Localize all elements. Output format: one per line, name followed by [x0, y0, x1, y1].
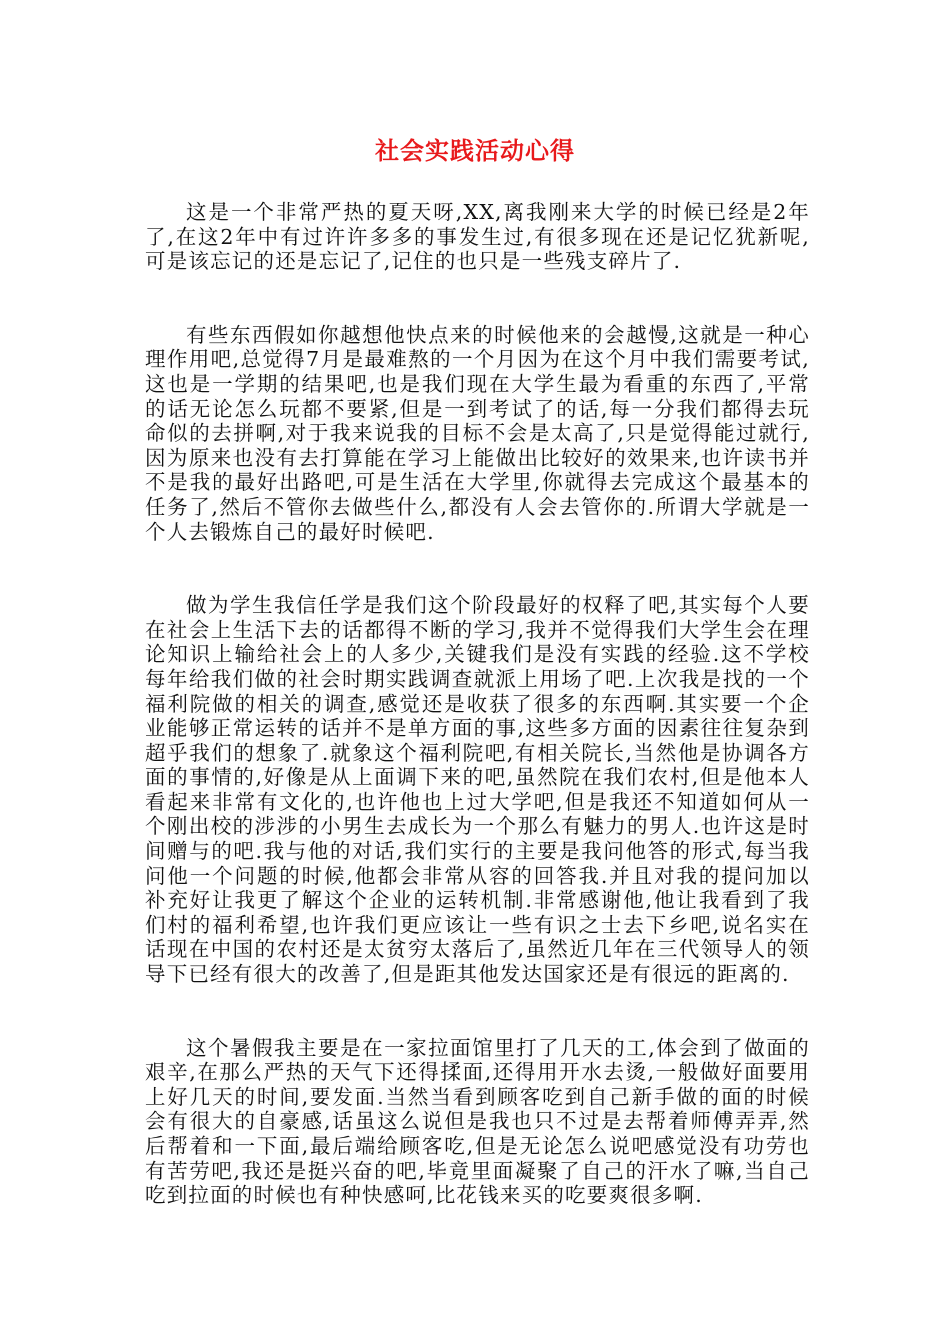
document-title: 社会实践活动心得: [375, 137, 575, 165]
paragraph: 这是一个非常严热的夏天呀,XX,离我刚来大学的时候已经是2年了,在这2年中有过许许多多的事发生过,有很多现在还是记忆犹新呢,可是该忘记的还是忘记了,记住的也只是一些残支碎片了.: [145, 200, 810, 274]
paragraph: 这个暑假我主要是在一家拉面馆里打了几天的工,体会到了做面的艰辛,在那么严热的天气下还得揉面,还得用开水去烫,一般做好面要用上好几天的时间,要发面.当然当看到顾客吃到自己新手做的面的时候会有很大的自豪感,话虽这么说但是我也只不过是去帮着师傅弄弄,然后帮着和一下面,最后端给顾客吃,但是无论怎么说吧感觉没有功劳也有苦劳吧,我还是挺兴奋的吧,毕竟里面凝聚了自己的汗水了嘛,当自己吃到拉面的时候也有种快感呵,比花钱来买的吃要爽很多啊.: [145, 1035, 810, 1208]
paragraph: 有些东西假如你越想他快点来的时候他来的会越慢,这就是一种心理作用吧,总觉得7月是最难熬的一个月因为在这个月中我们需要考试,这也是一学期的结果吧,也是我们现在大学生最为看重的东西了,平常的话无论怎么玩都不要紧,但是一到考试了的话,每一分我们都得去玩命似的去拼啊,对于我来说我的目标不会是太高了,只是觉得能过就行,因为原来也没有去打算能在学习上能做出比较好的效果来,也许读书并不是我的最好出路吧,可是生活在大学里,你就得去完成这个最基本的任务了,然后不管你去做些什么,都没有人会去管你的.所谓大学就是一个人去锻炼自己的最好时候吧.: [145, 322, 810, 544]
document-body: [145, 200, 810, 1208]
paragraph: 做为学生我信任学是我们这个阶段最好的权释了吧,其实每个人要在社会上生活下去的话都得不断的学习,我并不觉得我们大学生会在理论知识上输给社会上的人多少,关键我们是没有实践的经验.这不学校每年给我们做的社会时期实践调查就派上用场了吧.上次我是找的一个福利院做的相关的调查,感觉还是收获了很多的东西啊.其实要一个企业能够正常运转的话并不是单方面的事,这些多方面的因素往往复杂到超乎我们的想象了.就象这个福利院吧,有相关院长,当然他是协调各方面的事情的,好像是从上面调下来的吧,虽然院在我们农村,但是他本人看起来非常有文化的,也许他也上过大学吧,但是我还不知道如何从一个刚出校的涉涉的小男生去成长为一个那么有魅力的男人.也许这是时间赠与的吧.我与他的对话,我们实行的主要是我问他答的形式,每当我问他一个问题的时候,他都会非常从容的回答我.并且对我的提问加以补充好让我更了解这个企业的运转机制.非常感谢他,他让我看到了我们村的福利希望,也许我们更应该让一些有识之士去下乡吧,说名实在话现在中国的农村还是太贫穷太落后了,虽然近几年在三代领导人的领导下已经有很大的改善了,但是距其他发达国家还是有很远的距离的.: [145, 593, 810, 987]
